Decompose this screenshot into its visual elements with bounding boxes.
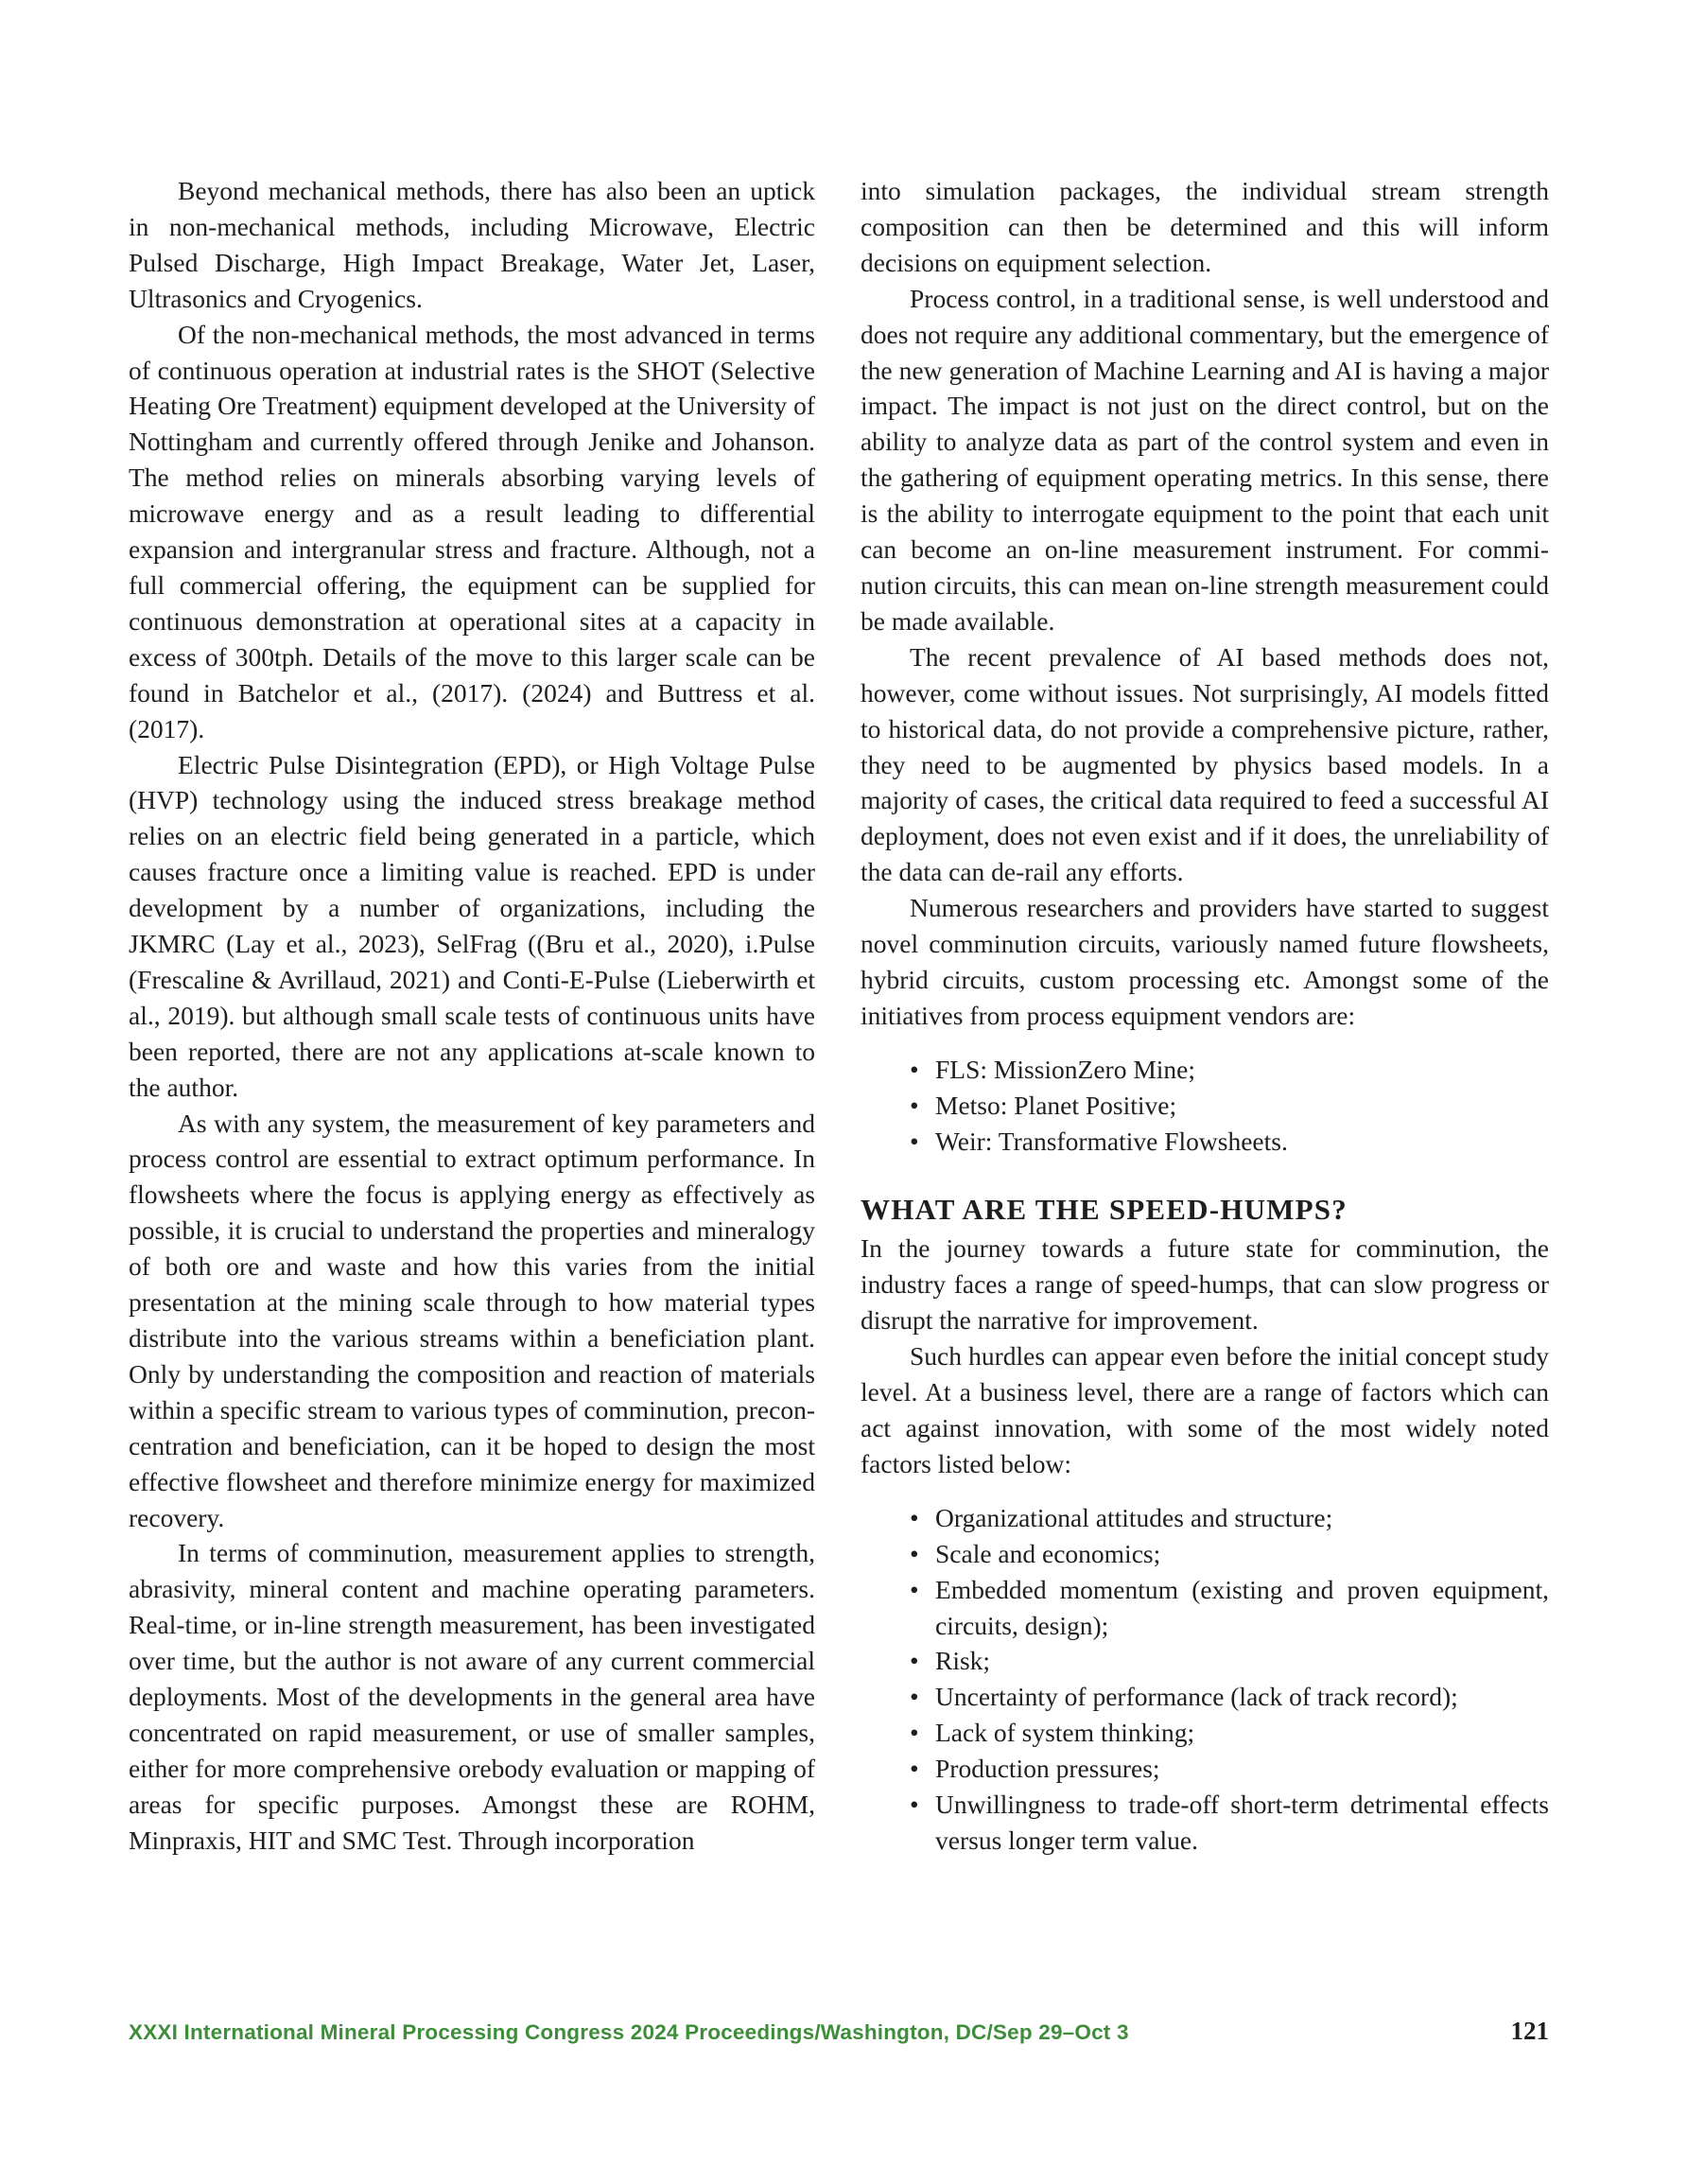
continued-paragraph: into simulation packages, the individual stream strength composition can then be determined and this will inform decisions on equipment selection. (861, 176, 1549, 277)
page-footer (129, 2017, 1549, 2054)
bullet-icon: • (910, 1718, 919, 1748)
list-item-text: Uncertainty of performance (lack of track record); (935, 1682, 1458, 1712)
list-item (910, 1536, 1549, 1572)
right-column (861, 173, 1549, 1877)
bullet-icon: • (910, 1790, 919, 1820)
bullet-icon: • (910, 1090, 919, 1120)
body-paragraph: In terms of comminution, measurement applies to strength, abrasivity, mineral content and machine operating parameters. Real-time, or in-line strength measurement, has been investigated over time, but the author is not aware of any current commercial deployments. Most of the developments in the general area have concentrated on rapid measurement, or use of smaller samples, either for more comprehensive orebody evaluation or mapping of areas for specific purposes. Amongst these are ROHM, Minpraxis, HIT and SMC Test. Through incorporation (129, 1538, 815, 1855)
body-paragraph: In the journey towards a future state for comminution, the industry faces a range of speed-humps, that can slow progress or disrupt the narrative for improvement. (861, 1233, 1549, 1336)
bullet-icon: • (910, 1538, 919, 1568)
list-item-text: FLS: MissionZero Mine; (935, 1054, 1196, 1084)
bullet-icon: • (910, 1574, 919, 1604)
body-paragraph: Numerous researchers and providers have started to suggest novel comminution circuits, variously named future flowsheets, hybrid circuits, custom processing etc. Amongst some of the initiatives from process equipment vendors are: (861, 893, 1549, 1030)
bullet-icon: • (910, 1646, 919, 1676)
vendor-initiatives-list (861, 1052, 1549, 1160)
list-item (910, 1124, 1549, 1160)
bullet-icon: • (910, 1502, 919, 1532)
section-heading: WHAT ARE THE SPEED-HUMPS? (861, 1193, 1348, 1227)
bullet-icon: • (910, 1754, 919, 1784)
list-item-text: Scale and economics; (935, 1538, 1161, 1568)
bullet-icon: • (910, 1682, 919, 1712)
list-item-text: Lack of system thinking; (935, 1718, 1195, 1748)
list-item (910, 1500, 1549, 1536)
list-item-text: Unwillingness to trade-off short-term detrimental effects versus longer term value. (935, 1790, 1549, 1855)
list-item (910, 1787, 1549, 1859)
body-paragraph: The recent prevalence of AI based methods does not, however, come without issues. Not surprisingly, AI models fitted to historical data, do not provide a comprehensive picture, rather, they need to be augmented by physics based models. In a majority of cases, the critical data required to feed a successful AI deployment, does not even exist and if it does, the unreliability of the data can de-rail any efforts. (861, 641, 1549, 887)
body-paragraph: Electric Pulse Disintegration (EPD), or High Voltage Pulse (HVP) technology using the induced stress breakage method relies on an electric field being generated in a particle, which causes fracture once a limiting value is reached. EPD is under development by a number of organizations, including the JKMRC (Lay et al., 2023), SelFrag ((Bru et al., 2020), i.Pulse (Frescaline & Avrillaud, 2021) and Conti-E-Pulse (Lieberwirth et al., 2019). but although small scale tests of continuous units have been reported, there are not any applications at-scale known to the author. (129, 749, 815, 1102)
body-paragraph: Of the non-mechanical methods, the most advanced in terms of continuous operation at industrial rates is the SHOT (Selective Heating Ore Treatment) equipment developed at the University of Nottingham and currently offered through Jenike and Johanson. The method relies on minerals absorbing varying levels of microwave energy and as a result leading to differential expansion and intergranular stress and fracture. Although, not a full commercial offering, the equipment can be supplied for continuous demonstration at operational sites at a capacity in excess of 300tph. Details of the move to this larger scale can be found in Batchelor et al., (2017). (2024) and Buttress et al. (2017). (129, 319, 815, 743)
body-paragraph: As with any system, the measurement of key parameters and process control are essential to extract optimum performance. In flowsheets where the focus is applying energy as effectively as possible, it is crucial to understand the properties and mineralogy of both ore and waste and how this varies from the initial presentation at the mining scale through to how material types distribute into the various streams within a beneficiation plant. Only by understanding the composition and reaction of materials within a specific stream to various types of comminution, preconcentration and beneficiation, can it be hoped to design the most effective flowsheet and therefore minimize energy for maximized recovery. (129, 1108, 815, 1532)
list-item-text: Production pressures; (935, 1754, 1160, 1784)
list-item (910, 1679, 1549, 1715)
list-item (910, 1572, 1549, 1644)
list-item (910, 1052, 1549, 1088)
list-item (910, 1088, 1549, 1124)
list-item-text: Weir: Transformative Flowsheets. (935, 1126, 1288, 1156)
bullet-icon: • (910, 1054, 919, 1084)
list-item (910, 1715, 1549, 1751)
list-item-text: Organizational attitudes and structure; (935, 1502, 1333, 1532)
body-paragraph: Process control, in a traditional sense, is well understood and does not require any additional commentary, but the emergence of the new generation of Machine Learning and AI is having a major impact. The impact is not just on the direct control, but on the ability to analyze data as part of the control system and even in the gathering of equipment operating metrics. In this sense, there is the ability to interrogate equipment to the point that each unit can become an on-line measurement instrument. For comminution circuits, this can mean on-line strength measurement could be made available. (861, 283, 1549, 636)
left-column (129, 173, 815, 1859)
list-item-text: Metso: Planet Positive; (935, 1090, 1177, 1120)
list-item-text: Embedded momentum (existing and proven equipment, circuits, design); (935, 1574, 1549, 1640)
footer-conference-text: XXXI International Mineral Processing Congress 2024 Proceedings/Washington, DC/Sep 29–Oct 3 (129, 2020, 1129, 2044)
body-paragraph: Such hurdles can appear even before the initial concept study level. At a business level, there are a range of factors which can act against innovation, with some of the most widely noted factors listed below: (861, 1341, 1549, 1478)
speed-hump-factors-list (861, 1500, 1549, 1859)
body-paragraph: Beyond mechanical methods, there has also been an uptick in non-mechanical methods, including Microwave, Electric Pulsed Discharge, High Impact Breakage, Water Jet, Laser, Ultrasonics and Cryogenics. (129, 176, 815, 313)
page-number: 121 (1510, 2017, 1549, 2045)
bullet-icon: • (910, 1126, 919, 1156)
list-item (910, 1751, 1549, 1787)
list-item-text: Risk; (935, 1646, 991, 1676)
list-item (910, 1643, 1549, 1679)
